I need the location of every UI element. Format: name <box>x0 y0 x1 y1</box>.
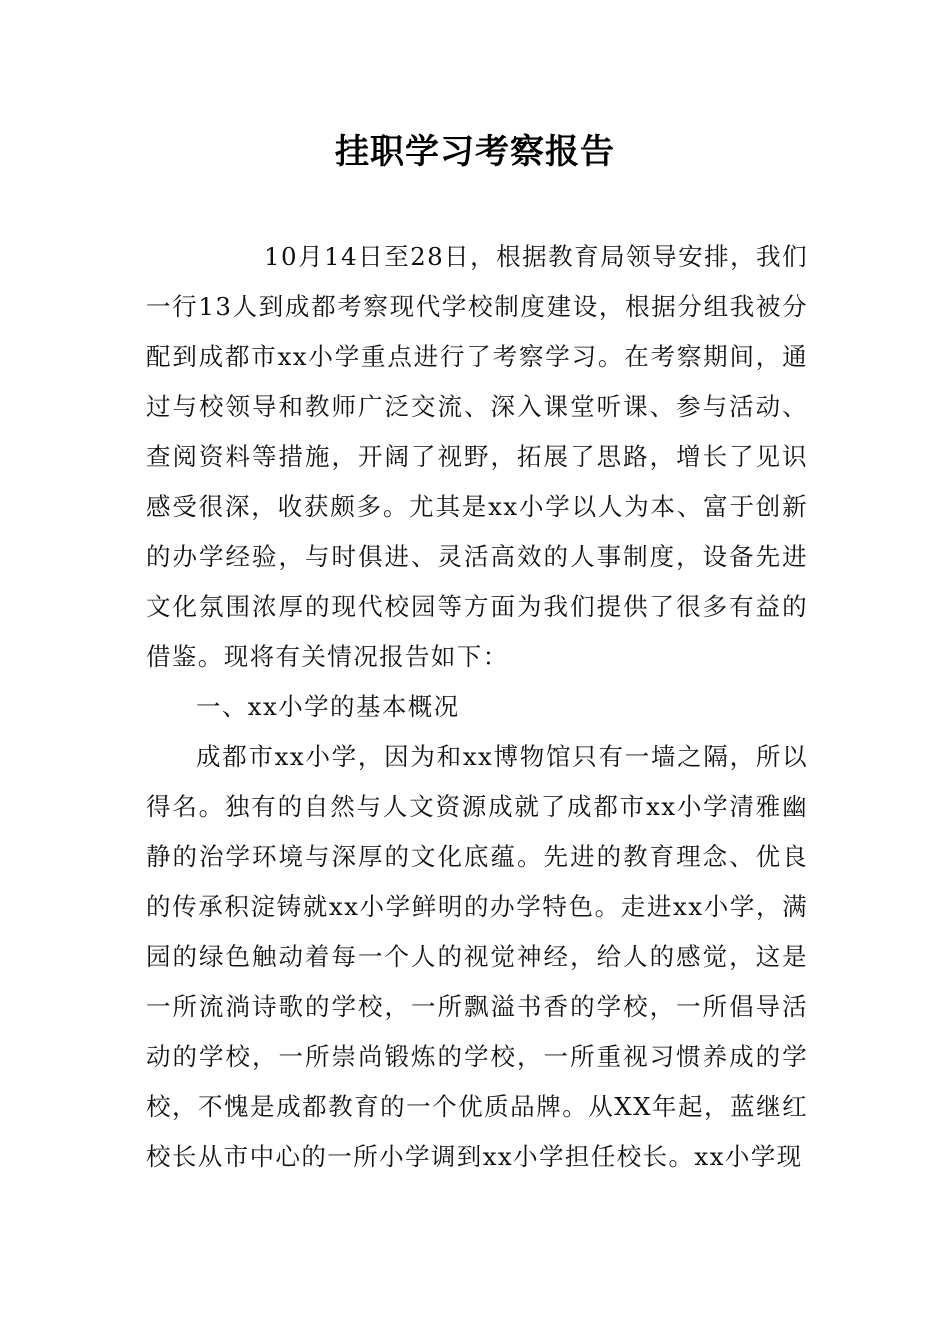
section-heading-overview: 一、xx小学的基本概况 <box>196 692 460 721</box>
document-title: 挂职学习考察报告 <box>335 132 615 172</box>
paragraph-overview: 成都市xx小学，因为和xx博物馆只有一墙之隔，所以得名。独有的自然与人文资源成就了成都市xx小学清雅幽静的治学环境与深厚的文化底蕴。先进的教育理念、优良的传承积淀铸就xx小学鲜明的办学特色。走进xx小学，满园的绿色触动着每一个人的视觉神经，给人的感觉，这是一所流淌诗歌的学校，一所飘溢书香的学校，一所倡导活动的学校，一所崇尚锻炼的学校，一所重视习惯养成的学校，不愧是成都教育的一个优质品牌。从XX年起，蓝继红校长从市中心的一所小学调到xx小学担任校长。xx小学现 <box>146 742 808 1171</box>
paragraph-intro: 10月14日至28日，根据教育局领导安排，我们一行13人到成都考察现代学校制度建设，根据分组我被分配到成都市xx小学重点进行了考察学习。在考察期间，通过与校领导和教师广泛交流、深入课堂听课、参与活动、查阅资料等措施，开阔了视野，拓展了思路，增长了见识感受很深，收获颇多。尤其是xx小学以人为本、富于创新的办学经验，与时俱进、灵活高效的人事制度，设备先进文化氛围浓厚的现代校园等方面为我们提供了很多有益的借鉴。现将有关情况报告如下： <box>146 242 808 671</box>
document-body <box>146 232 808 1182</box>
